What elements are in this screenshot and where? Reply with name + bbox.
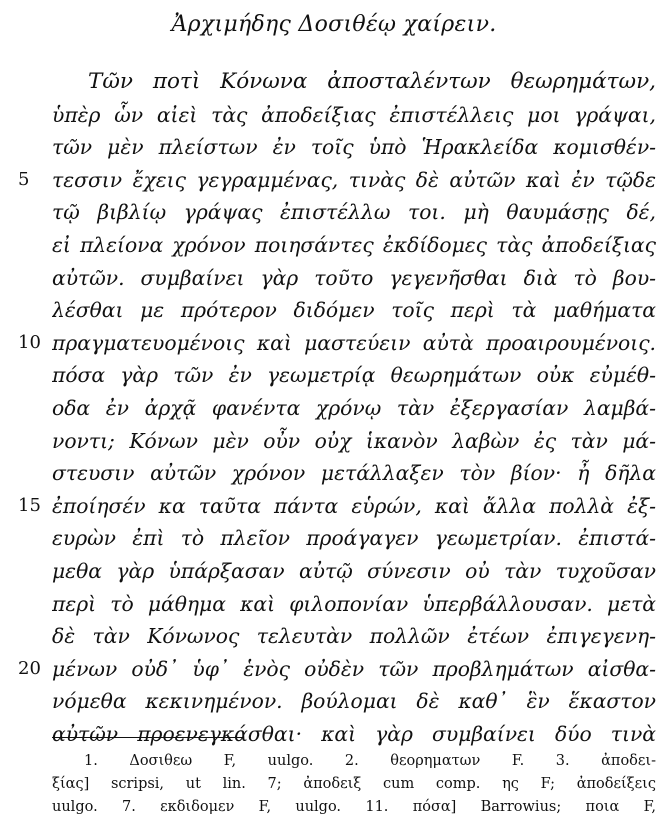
footnotes [52, 750, 656, 819]
line-text: οδα ἐν ἀρχᾷ φανέντα χρόνῳ τὰν ἐξεργασίαν λαμβά- [52, 395, 656, 420]
line-text: μεθα γὰρ ὑπάρξασαν αὐτῷ σύνεσιν οὐ τὰν τυχοῦσαν [52, 558, 656, 583]
line-text: τῷ βιβλίῳ γράψας ἐπιστέλλω τοι. μὴ θαυμάσῃς δέ, [52, 200, 656, 225]
text-line [0, 620, 668, 653]
line-text: τεσσιν ἔχεις γεγραμμένας, τινὰς δὲ αὐτῶν καὶ ἐν τῷδε [52, 167, 656, 192]
text-line [0, 588, 668, 621]
footnote-rule [52, 737, 242, 738]
footnote-line: 1. Δοσιθεω F, uulgo. 2. θεορηματων F. 3. ἀποδει- [84, 753, 656, 769]
line-text: στευσιν αὐτῶν χρόνον μετάλλαξεν τὸν βίον· ἦ δῆλα [52, 461, 656, 486]
text-line [0, 99, 668, 132]
greek-text-body [0, 66, 668, 750]
text-line [0, 653, 668, 686]
line-text: ευρὼν ἐπὶ τὸ πλεῖον προάγαγεν γεωμετρίαν. ἐπιστά- [52, 526, 656, 551]
line-text: μένων οὐδ᾽ ὑφ᾽ ἑνὸς οὐδὲν τῶν προβλημάτων αἰσθα- [52, 656, 656, 681]
text-line [0, 66, 668, 99]
text-line [0, 392, 668, 425]
text-line [0, 131, 668, 164]
line-text: τῶν μὲν πλείστων ἐν τοῖς ὑπὸ Ἡρακλείδα κομισθέν- [52, 135, 656, 160]
line-text: πόσα γὰρ τῶν ἐν γεωμετρίᾳ θεωρημάτων οὐκ εὐμέθ- [52, 363, 656, 388]
line-number: 15 [18, 494, 41, 516]
line-text: δὲ τὰν Κόνωνος τελευτὰν πολλῶν ἐτέων ἐπιγεγενη- [52, 624, 656, 649]
line-text: αὐτῶν. συμβαίνει γὰρ τοῦτο γεγενῆσθαι διὰ τὸ βου- [52, 265, 656, 290]
text-line [0, 359, 668, 392]
line-text: περὶ τὸ μάθημα καὶ φιλοπονίαν ὑπερβάλλουσαν. μετὰ [52, 591, 656, 616]
text-line [0, 490, 668, 523]
line-number: 20 [18, 657, 41, 679]
line-text: ὑπὲρ ὧν αἰεὶ τὰς ἀποδείξιας ἐπιστέλλεις μοι γράψαι, [52, 102, 656, 127]
letter-heading: Ἀρχιμήδης Δοσιθέῳ χαίρειν. [171, 12, 497, 37]
line-text: πραγματευομένοις καὶ μαστεύειν αὐτὰ προαιρουμένοις. [52, 330, 656, 355]
text-line [0, 457, 668, 490]
line-text: εἰ πλείονα χρόνον ποιησάντες ἐκδίδομες τὰς ἀποδείξιας [52, 232, 656, 257]
text-line [0, 425, 668, 458]
footnote-line: ξίας] scripsi, ut lin. 7; ἀποδειξ cum comp. ης F; ἀποδείξεις [52, 776, 656, 792]
text-line [0, 685, 668, 718]
text-line [0, 522, 668, 555]
line-text: Τῶν ποτὶ Κόνωνα ἀποσταλέντων θεωρημάτων, [88, 69, 656, 94]
text-line [0, 327, 668, 360]
line-text: αὐτῶν προενεγκάσθαι· καὶ γὰρ συμβαίνει δύο τινὰ [52, 721, 656, 746]
text-line [0, 262, 668, 295]
line-text: ἐποίησέν κα ταῦτα πάντα εὑρών, καὶ ἄλλα πολλὰ ἐξ- [52, 493, 656, 518]
line-text: λέσθαι με πρότερον διδόμεν τοῖς περὶ τὰ μαθήματα [52, 298, 656, 323]
text-line [0, 555, 668, 588]
text-line [0, 294, 668, 327]
line-text: νόμεθα κεκινημένον. βούλομαι δὲ καθ᾽ ἓν ἕκαστον [52, 689, 656, 714]
text-line [0, 196, 668, 229]
text-line [0, 718, 668, 751]
text-line [0, 229, 668, 262]
line-number: 5 [18, 168, 30, 190]
text-line [0, 164, 668, 197]
footnote-line: uulgo. 7. εκδιδομεν F, uulgo. 11. πόσα] Barrowius; ποια F, [52, 799, 656, 815]
line-text: νοντι; Κόνων μὲν οὖν οὐχ ἱκανὸν λαβὼν ἐς τὰν μά- [52, 428, 656, 453]
line-number: 10 [18, 331, 41, 353]
